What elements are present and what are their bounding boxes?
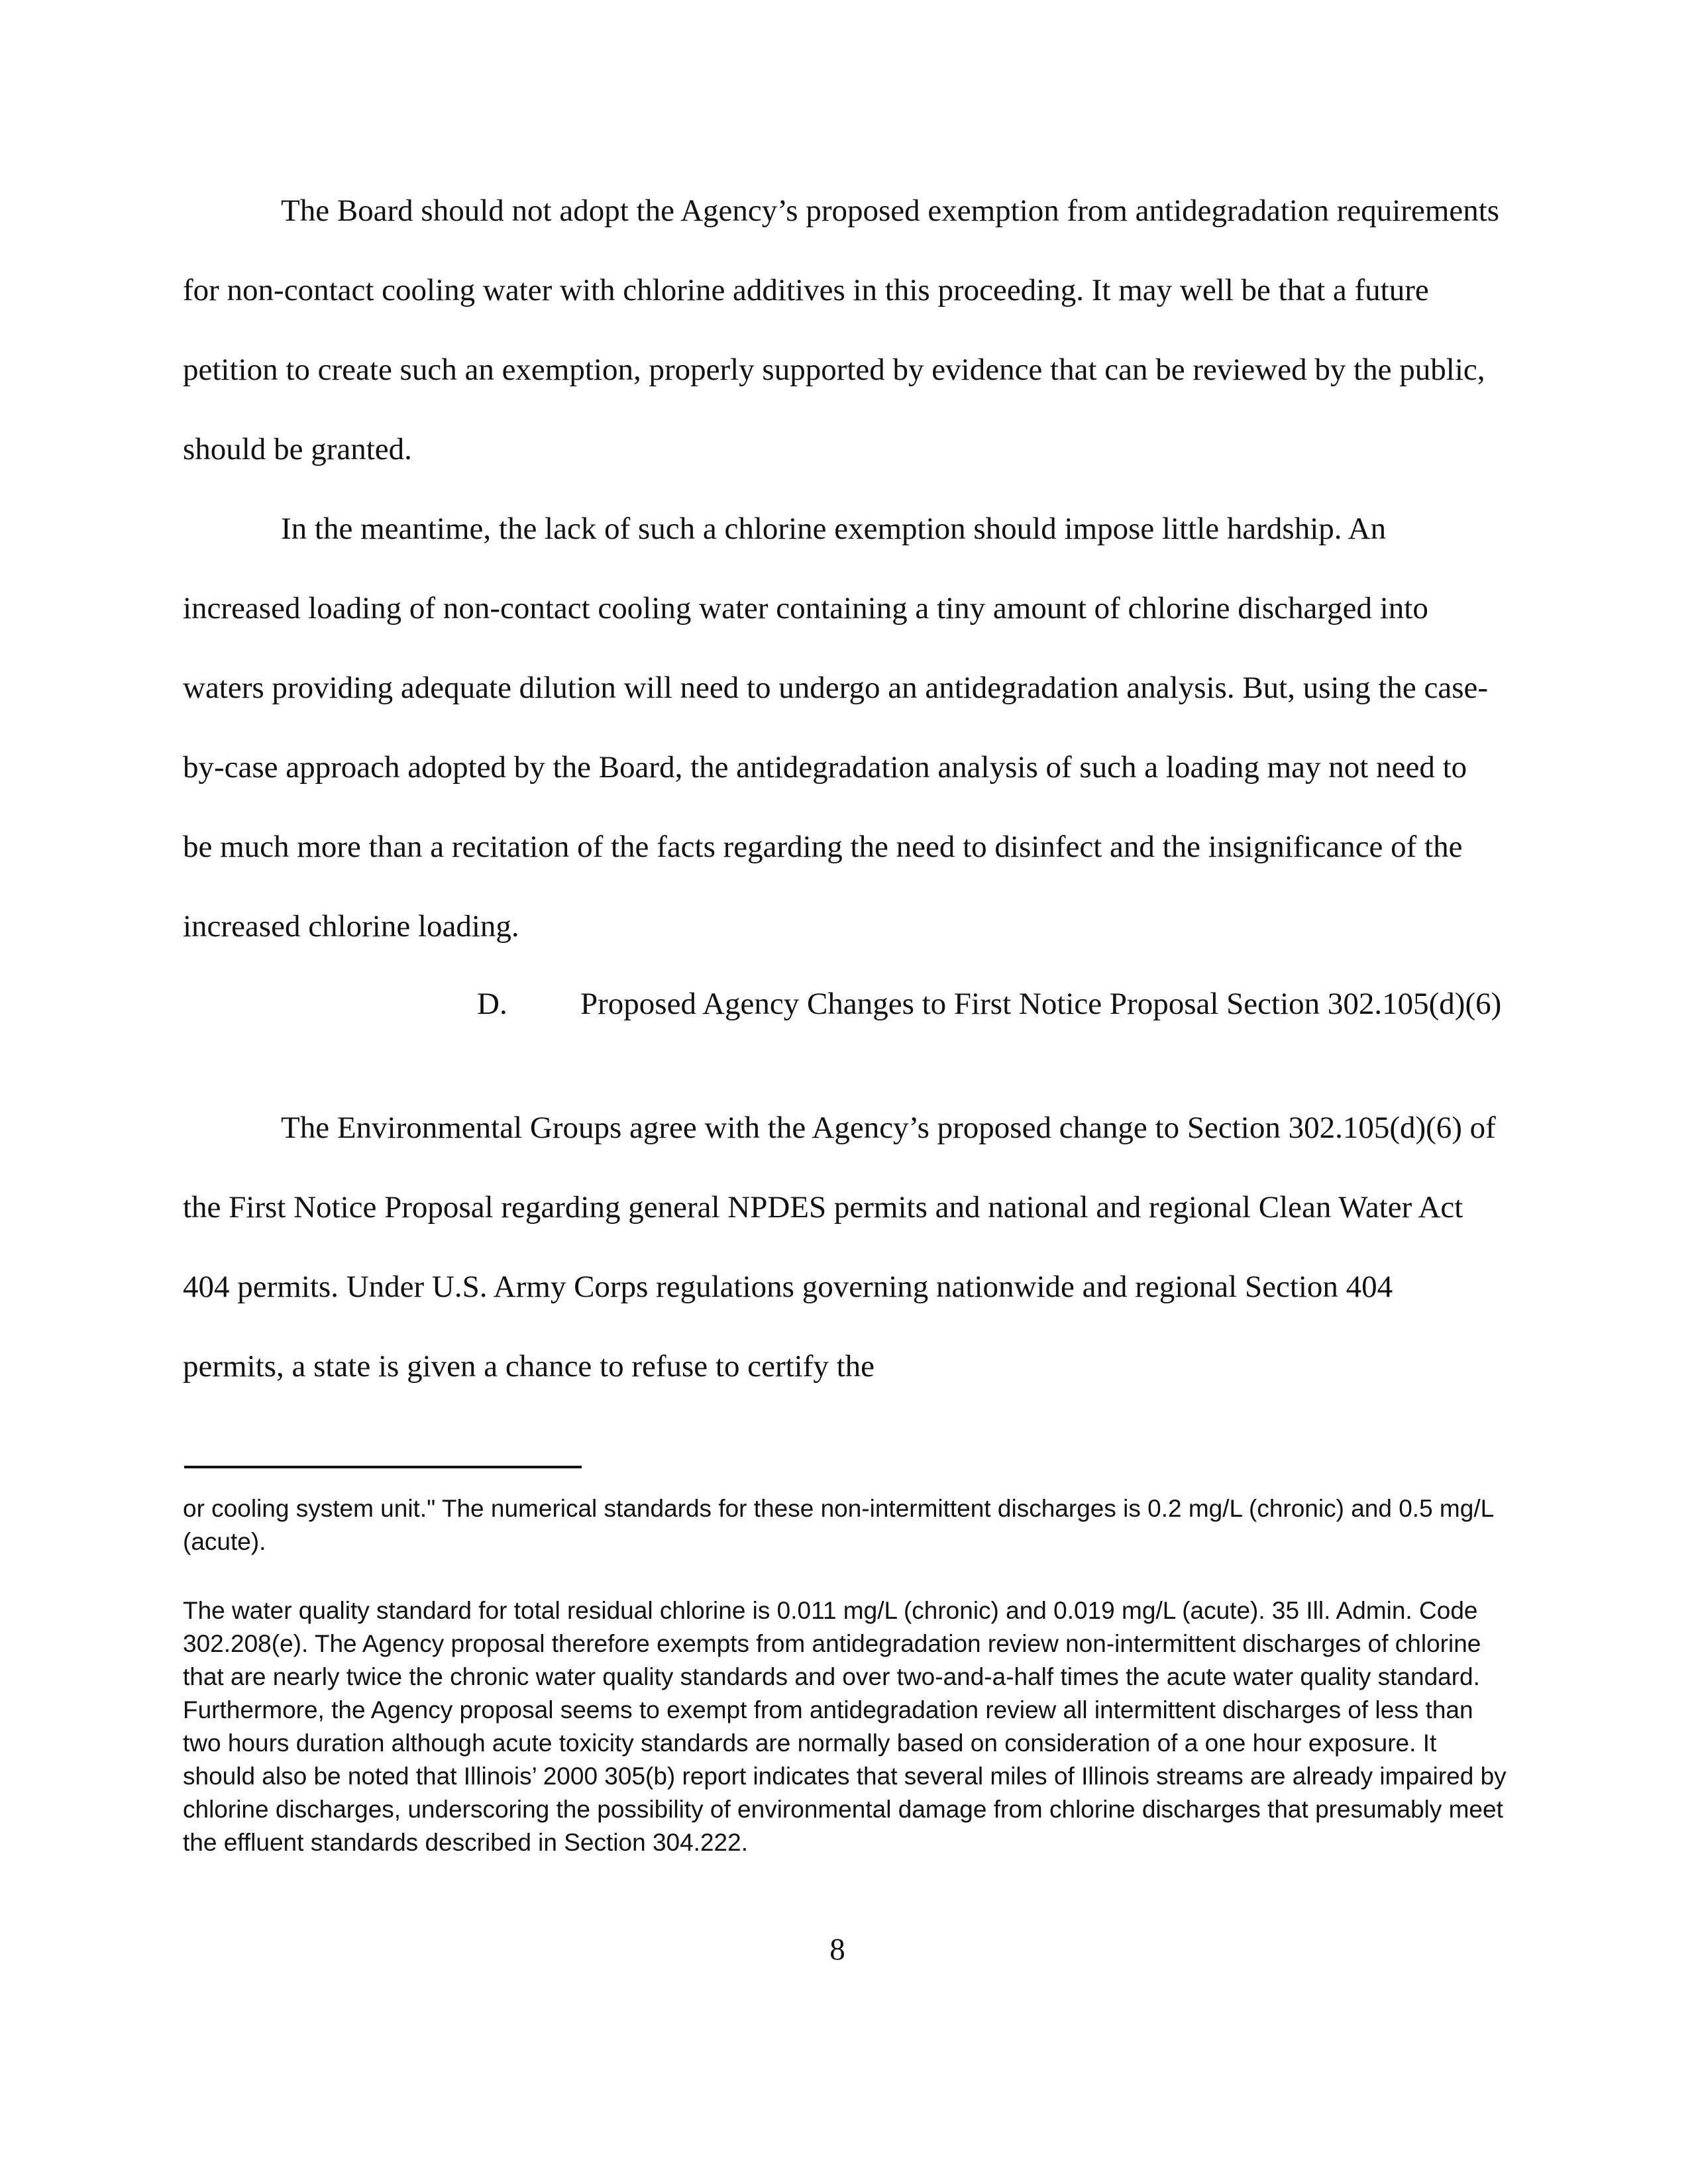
- footnote-1: or cooling system unit." The numerical standards for these non-intermittent discharges is 0.2 mg/L (chronic) and 0.5 mg/L (acute).: [183, 1495, 1493, 1555]
- footnote-2: The water quality standard for total residual chlorine is 0.011 mg/L (chronic) and 0.019 mg/L (acute). 35 Ill. Admin. Code 302.208(e). The Agency proposal therefore exempts from antidegradation review non-intermittent discharges of chlorine that are nearly twice the chronic water quality standards and over two-and-a-half times the acute water quality standard. Furthermore, the Agency proposal seems to exempt from antidegradation review all intermittent discharges of less than two hours duration although acute toxicity standards are normally based on consideration of a one hour exposure. It should also be noted that Illinois’ 2000 305(b) report indicates that several miles of Illinois streams are already impaired by chlorine discharges, underscoring the possibility of environmental damage from chlorine discharges that presumably meet the effluent standards described in Section 304.222.: [183, 1597, 1507, 1856]
- body-paragraph-3: [183, 1088, 1501, 1406]
- paragraph-text: The Environmental Groups agree with the Agency’s proposed change to Section 302.105(d)(6) of the First Notice Proposal regarding general NPDES permits and national and regional Clean Water Act 404 permits. Under U.S. Army Corps regulations governing nationwide and regional Section 404 permits, a state is given a chance to refuse to certify the: [183, 1111, 1496, 1384]
- footnote-divider: [184, 1466, 582, 1468]
- section-heading-title: Proposed Agency Changes to First Notice Proposal Section 302.105(d)(6): [580, 987, 1502, 1021]
- section-heading-letter: D.: [477, 987, 507, 1021]
- paragraph-text: The Board should not adopt the Agency’s proposed exemption from antidegradation requirements for non-contact cooling water with chlorine additives in this proceeding. It may well be that a future petition to create such an exemption, properly supported by evidence that can be reviewed by the public, should be granted.: [183, 193, 1500, 466]
- page-number: 8: [829, 1932, 845, 1967]
- body-paragraph-2: [183, 489, 1501, 966]
- paragraph-text: In the meantime, the lack of such a chlorine exemption should impose little hardship. An increased loading of non-contact cooling water containing a tiny amount of chlorine discharged into waters providing adequate dilution will need to undergo an antidegradation analysis. But, using the case-by-case approach adopted by the Board, the antidegradation analysis of such a loading may not need to be much more than a recitation of the facts regarding the need to disinfect and the insignificance of the increased chlorine loading.: [183, 512, 1489, 944]
- body-paragraph-1: [183, 171, 1501, 489]
